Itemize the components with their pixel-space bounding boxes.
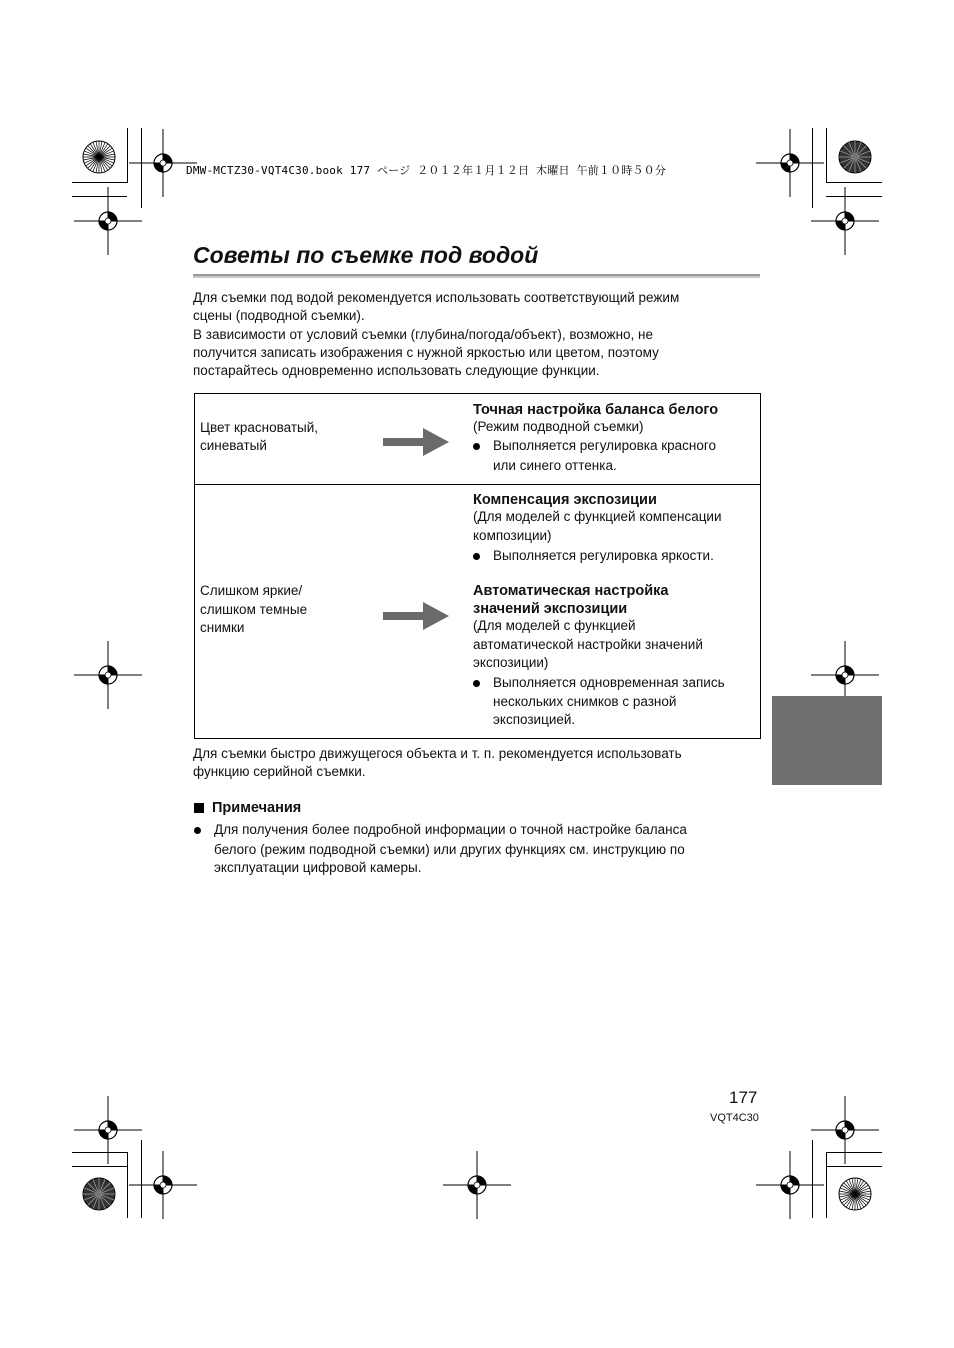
bullet-text: Выполняется одновременная запись (493, 675, 725, 690)
note-text: эксплуатации цифровой камеры. (214, 860, 422, 875)
solution-subtitle: экспозиции) (473, 655, 549, 670)
solution-subtitle: (Для моделей с функцией компенсации (473, 509, 722, 524)
solution-subtitle: (Режим подводной съемки) (473, 419, 644, 434)
solution-heading: Автоматическая настройка (473, 583, 669, 599)
book-file-header: DMW-MCTZ30-VQT4C30.book 177 ページ ２０１２年１月１２日 木曜日 午前１０時５０分 (186, 164, 667, 177)
body-line: Для съемки быстро движущегося объекта и т. п. рекомендуется использовать (193, 746, 682, 761)
page-title: Советы по съемке под водой (193, 242, 539, 268)
arrow-right-icon (383, 428, 449, 456)
intro-line: Для съемки под водой рекомендуется использовать соответствующий режим (193, 290, 680, 305)
table-row-divider (195, 484, 760, 485)
bullet-item (473, 547, 758, 566)
bullet-dot (473, 443, 480, 450)
problem-label: Слишком яркие/ (200, 583, 303, 598)
problem-label: синеватый (200, 438, 267, 453)
solution-heading: Точная настройка баланса белого (473, 402, 719, 418)
solution-heading: Компенсация экспозиции (473, 492, 657, 508)
bullet-dot (194, 827, 201, 834)
problem-label: слишком темные (200, 602, 308, 617)
intro-line: В зависимости от условий съемки (глубина/погода/объект), возможно, не (193, 327, 654, 342)
solution-subtitle: автоматической настройки значений (473, 637, 703, 652)
model-code: VQT4C30 (710, 1112, 759, 1124)
bullet-item (473, 437, 758, 456)
notes-heading (194, 800, 301, 816)
intro-line: постарайтесь одновременно использовать следующие функции. (193, 363, 600, 378)
bullet-item (473, 674, 758, 693)
bullet-text: Выполняется регулировка яркости. (493, 548, 714, 563)
solution-heading: значений экспозиции (473, 601, 628, 617)
bullet-dot (473, 553, 480, 560)
notes-heading-text: Примечания (212, 800, 302, 816)
arrow-right-icon (383, 602, 449, 630)
intro-line: получится записать изображения с нужной яркостью или цветом, поэтому (193, 345, 659, 360)
bullet-text: нескольких снимков с разной (493, 694, 677, 709)
bullet-text: Выполняется регулировка красного (493, 438, 717, 453)
body-line: функцию серийной съемки. (193, 764, 366, 779)
bullet-dot (473, 680, 480, 687)
section-side-tab (772, 696, 882, 785)
page-number: 177 (729, 1088, 758, 1107)
bullet-text: или синего оттенка. (493, 458, 617, 473)
note-text: Для получения более подробной информации о точной настройке баланса (214, 822, 687, 837)
square-bullet-icon (194, 803, 204, 813)
tips-table (194, 393, 761, 739)
note-text: белого (режим подводной съемки) или других функциях см. инструкцию по (214, 842, 685, 857)
solution-subtitle: (Для моделей с функцией (473, 618, 636, 633)
note-item (194, 821, 764, 840)
problem-label: Цвет красноватый, (200, 420, 319, 435)
intro-line: сцены (подводной съемки). (193, 308, 365, 323)
bullet-text: экспозицией. (493, 712, 576, 727)
solution-subtitle: композиции) (473, 528, 552, 543)
title-underline (193, 274, 760, 278)
problem-label: снимки (200, 620, 245, 635)
